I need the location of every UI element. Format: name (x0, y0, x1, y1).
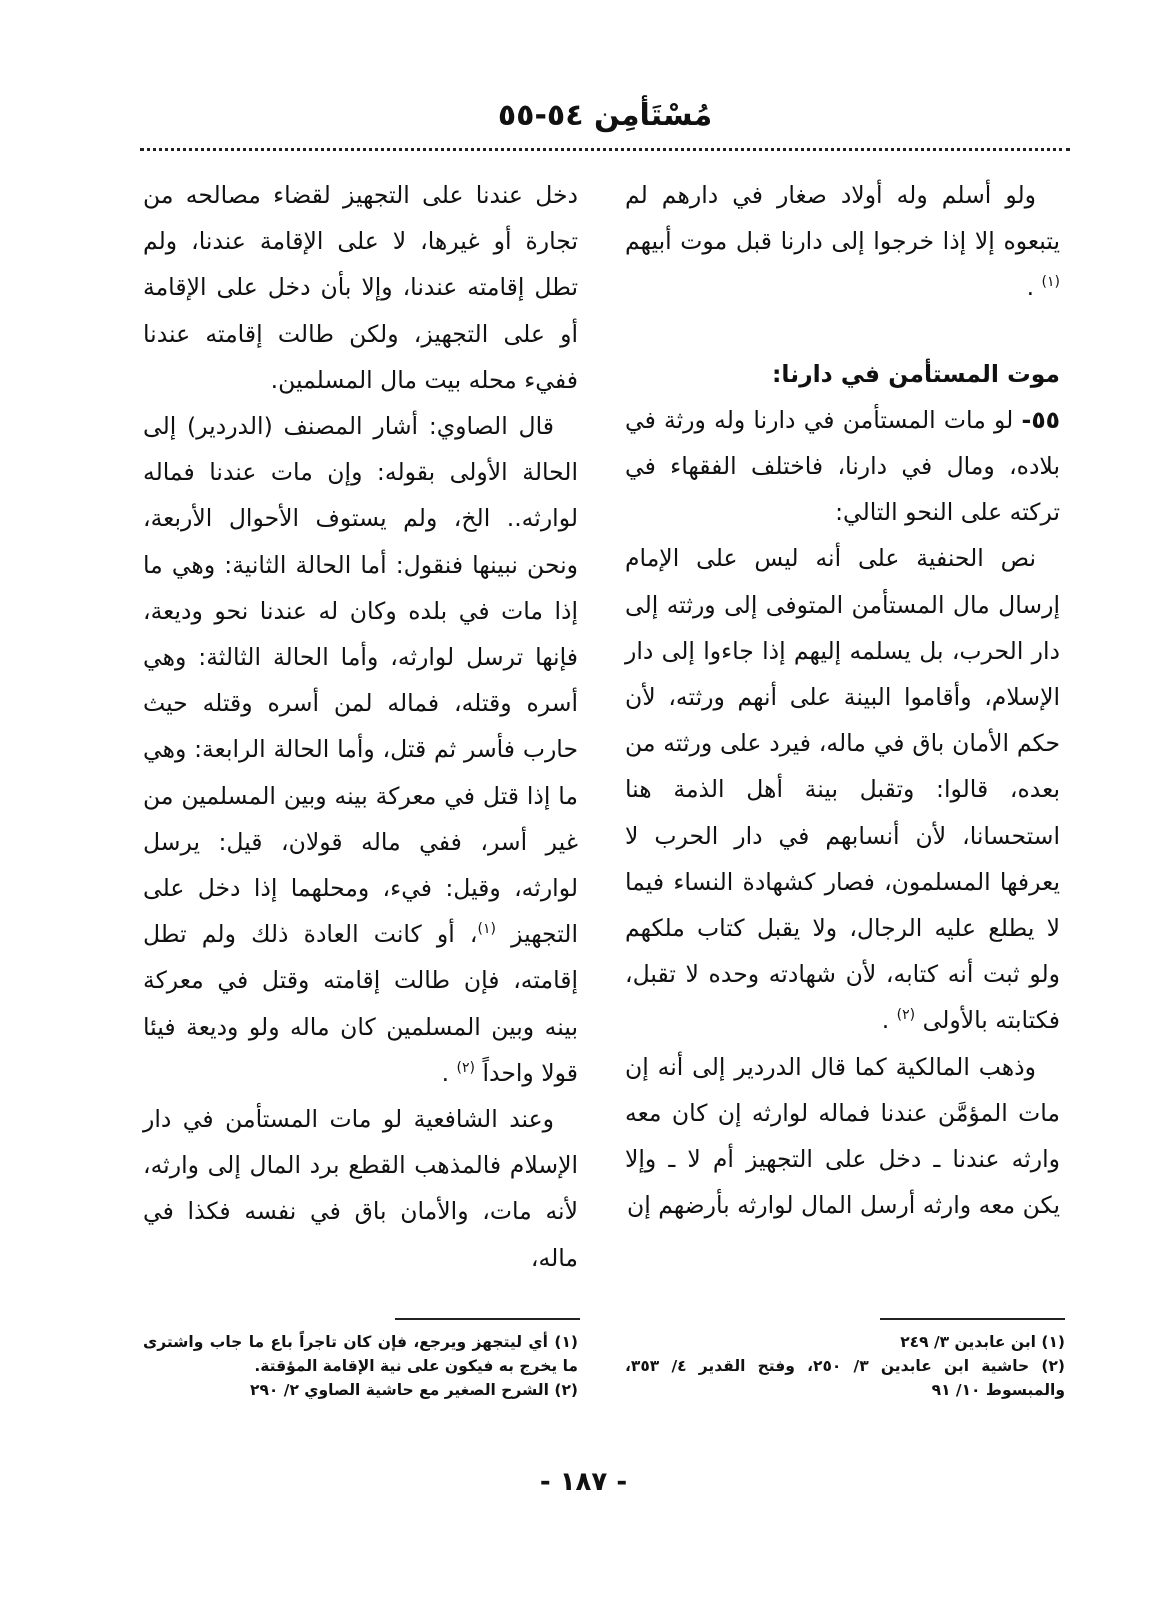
paragraph-text: نص الحنفية على أنه ليس على الإمام إرسال مال المستأمن المتوفى إلى ورثته إلى دار الحرب، بل يسلمه إليهم إذا جاءوا إلى دار الإسلام، وأقاموا البينة على أنهم ورثته، لأن حكم الأمان باق في ماله، فيرد على ورثته من بعده، قالوا: وتقبل بينة أهل الذمة هنا استحسانا، لأن أنسابهم في دار الحرب لا يعرفها المسلمون، فصار كشهادة النساء فيما لا يطلع عليه الرجال، ولا يقبل كتاب ملكهم ولو ثبت أنه كتابه، لأن شهادته وحده لا تقبل، فكتابته بالأولى (625, 544, 1060, 1035)
paragraph (143, 172, 578, 403)
footnote-ref: (٢) (896, 1007, 916, 1024)
footnote: (١) ابن عابدين ٣/ ٢٤٩ (900, 1333, 1065, 1351)
section-heading: موت المستأمن في دارنا: (772, 359, 1060, 388)
footnotes-right (625, 1330, 1065, 1402)
page-number: - ١٨٧ - (539, 1467, 628, 1497)
paragraph: ولو أسلم وله أولاد صغار في دارهم لم يتبعوه إلا إذا خرجوا إلى دارنا قبل موت أبيهم $^{(١)}$ . (625, 181, 1060, 302)
footnote: (٢) حاشية ابن عابدين ٣/ ٢٥٠، وفتح القدير ٤/ ٣٥٣، والمبسوط ١٠/ ٩١ (625, 1357, 1066, 1399)
paragraph-text: قال الصاوي: أشار المصنف (الدردير) إلى الحالة الأولى بقوله: وإن مات عندنا فماله لوارثه.. الخ، ولم يستوف الأحوال الأربعة، ونحن نبينها فنقول: أما الحالة الثانية: وهي ما إذا مات في بلده وكان له عندنا نحو وديعة، فإنها ترسل لوارثه، وأما الحالة الثالثة: وهي أسره وقتله، فماله لمن أسره وقتله حيث حارب فأسر ثم قتل، وأما الحالة الرابعة: وهي ما إذا قتل في معركة بينه وبين المسلمين من غير أسر، ففي ماله قولان، قيل: يرسل لوارثه، وقيل: فيء، ومحلهما إذا دخل على التجهيز (143, 412, 578, 949)
footnote-ref: (١) (477, 921, 496, 938)
paragraph-text: ولو أسلم وله أولاد صغار في دارهم لم يتبعوه إلا إذا خرجوا إلى دارنا قبل موت أبيهم (625, 181, 1060, 256)
footnote: (٢) الشرح الصغير مع حاشية الصاوي ٢/ ٢٩٠ (249, 1381, 578, 1399)
paragraph-text: دخل عندنا على التجهيز لقضاء مصالحه من تجارة أو غيرها، لا على الإقامة عندنا، ولم تطل إقامته عندنا، وإلا بأن دخل على الإقامة أو على التجهيز، ولكن طالت إقامته عندنا ففيء محله بيت مال المسلمين. (143, 181, 578, 394)
footnote-ref: (٢) (456, 1060, 475, 1077)
paragraph-text: لو مات المستأمن في دارنا وله ورثة في بلاده، ومال في دارنا، فاختلف الفقهاء في تركته على النحو التالي: (625, 405, 1060, 527)
paragraph (625, 397, 1060, 536)
footnote-ref: (١) (1041, 274, 1060, 291)
paragraph: نص الحنفية على أنه ليس على الإمام إرسال مال المستأمن المتوفى إلى ورثته إلى دار الحرب، بل يسلمه إليهم إذا جاءوا إلى دار الإسلام، وأقاموا البينة على أنهم ورثته، لأن حكم الأمان باق في ماله، فيرد على ورثته من بعده، قالوا: وتقبل بينة أهل الذمة هنا استحسانا، لأن أنسابهم في دار الحرب لا يعرفها المسلمون، فصار كشهادة النساء فيما لا يطلع عليه الرجال، ولا يقبل كتاب ملكهم ولو ثبت أنه كتابه، لأن شهادته وحده لا تقبل، فكتابته بالأولى $^{(٢)}$ . (625, 544, 1060, 1035)
header-dotted-rule (140, 148, 1070, 151)
right-column (625, 172, 1060, 1228)
paragraph-text: وذهب المالكية كما قال الدردير إلى أنه إن مات المؤمَّن عندنا فماله لوارثه إن كان معه وارثه عندنا ـ دخل على التجهيز أم لا ـ وإلا يكن معه وارثه أرسل المال لوارثه بأرضهم إن (625, 1052, 1060, 1220)
running-header: مُسْتَأمِن ٥٤-٥٥ (497, 98, 713, 133)
paragraph-text: وعند الشافعية لو مات المستأمن في دار الإسلام فالمذهب القطع برد المال إلى وارثه، لأنه مات، والأمان باق في نفسه فكذا في ماله، (143, 1105, 578, 1272)
section-gap (625, 311, 1060, 351)
footnote-rule (395, 1318, 580, 1320)
paragraph-number: ٥٥- (1021, 405, 1060, 434)
paragraph (625, 1044, 1060, 1229)
footnote-rule (880, 1318, 1065, 1320)
footnotes-left (143, 1330, 578, 1402)
footnote: (١) أي ليتجهز ويرجع، فإن كان تاجراً باع ما جاب واشترى ما يخرج به فيكون على نية الإقامة المؤقتة. (143, 1333, 578, 1375)
paragraph (143, 1096, 578, 1281)
paragraph: قال الصاوي: أشار المصنف (الدردير) إلى الحالة الأولى بقوله: وإن مات عندنا فماله لوارثه.. الخ، ولم يستوف الأحوال الأربعة، ونحن نبينها فنقول: أما الحالة الثانية: وهي ما إذا مات في بلده وكان له عندنا نحو وديعة، فإنها ترسل لوارثه، وأما الحالة الثالثة: وهي أسره وقتله، فماله لمن أسره وقتله حيث حارب فأسر ثم قتل، وأما الحالة الرابعة: وهي ما إذا قتل في معركة بينه وبين المسلمين من غير أسر، ففي ماله قولان، قيل: يرسل لوارثه، وقيل: فيء، ومحلهما إذا دخل على التجهيز $^{(١)}$، أو كانت العادة ذلك ولم تطل إقامته، فإن طالت إقامته وقتل في معركة بينه وبين المسلمين كان ماله ولو وديعة فيئا قولا واحداً $^{(٢)}$ . (143, 412, 578, 1087)
left-column (143, 172, 578, 1281)
paragraph-text: ، أو كانت العادة ذلك ولم تطل إقامته، فإن طالت إقامته وقتل في معركة بينه وبين المسلمين كان ماله ولو وديعة فيئا قولا واحداً (143, 920, 578, 1087)
